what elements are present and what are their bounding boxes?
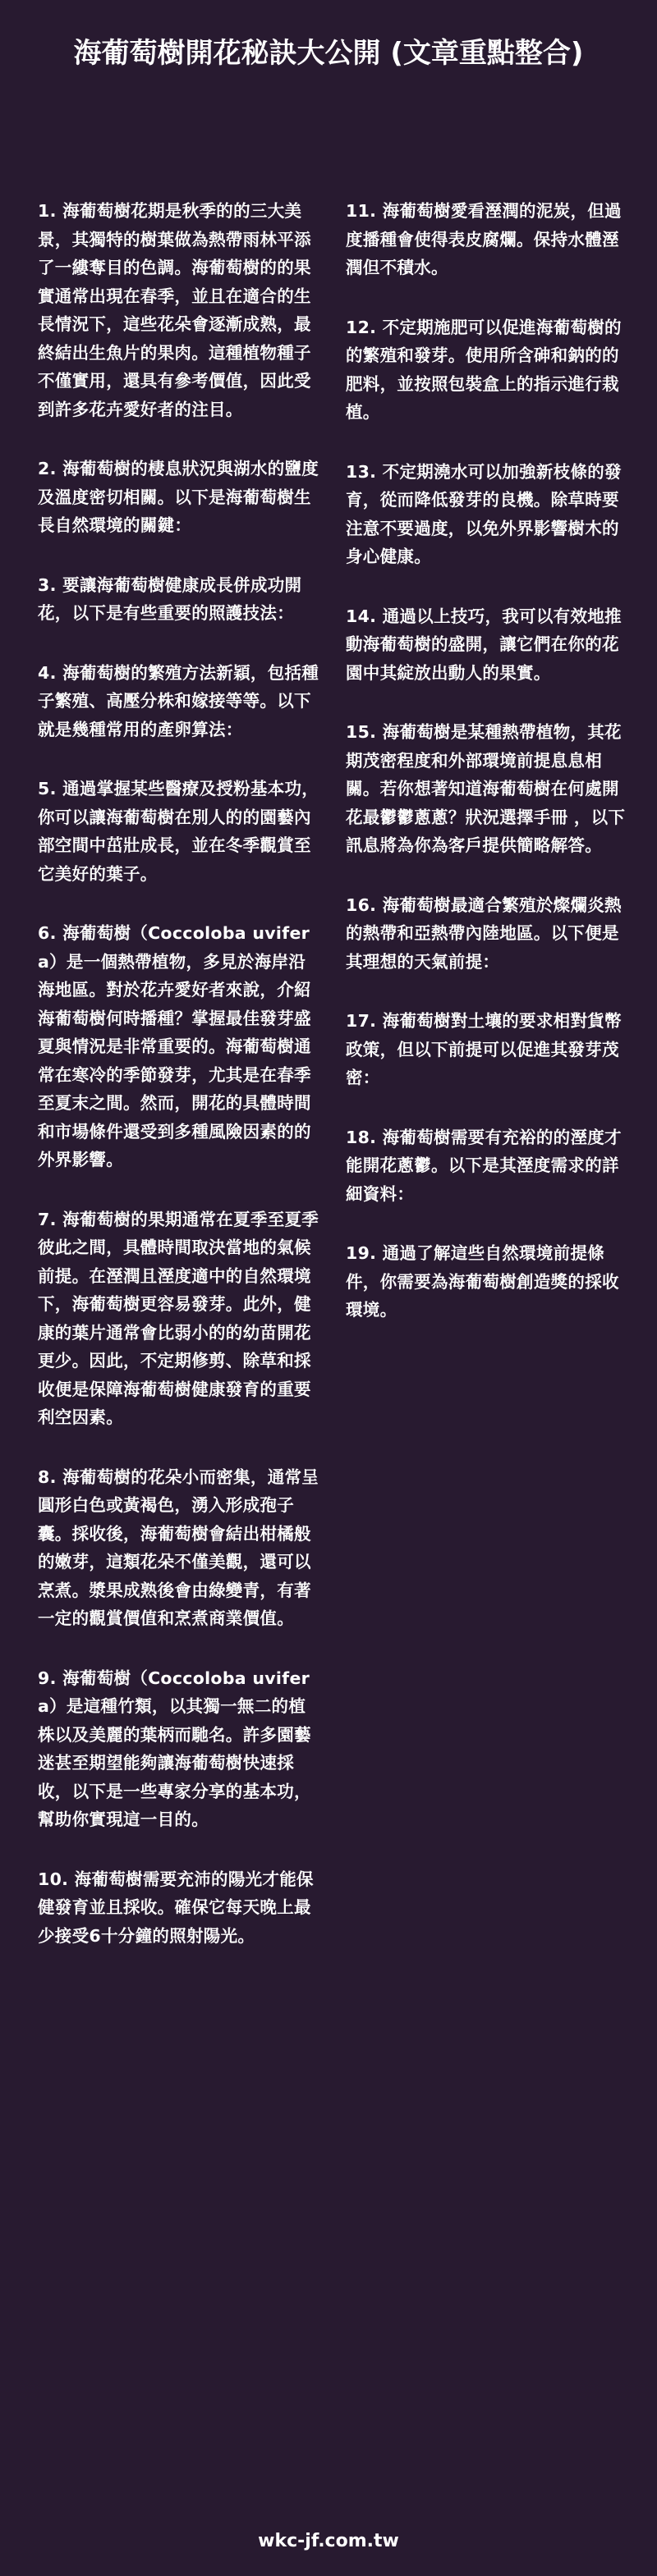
point-17: 17. 海葡萄樹對土壤的要求相對貨幣政策，但以下前提可以促進其發芽茂密： [346, 1011, 622, 1087]
point-11: 11. 海葡萄樹愛看溼潤的泥炭，但過度播種會使得表皮腐爛。保持水體溼潤但不積水。 [346, 201, 622, 277]
point-14: 14. 通過以上技巧，我可以有效地推動海葡萄樹的盛開，讓它們在你的花園中其綻放出動人的果實。 [346, 606, 622, 683]
point-8: 8. 海葡萄樹的花朵小而密集，通常呈圓形白色或黃褐色，湧入形成孢子囊。採收後，海葡萄樹會結出柑橘般的嫩芽，這類花朵不僅美觀，還可以烹煮。漿果成熟後會由綠變青，有著一定的觀賞價值和烹煮商業價值。 [38, 1466, 319, 1628]
point-2: 2. 海葡萄樹的棲息狀況與湖水的鹽度及溫度密切相關。以下是海葡萄樹生長自然環境的關鍵： [38, 459, 319, 535]
right-column [346, 197, 627, 1981]
left-column [38, 197, 319, 1981]
point-18: 18. 海葡萄樹需要有充裕的的溼度才能開花蔥鬱。以下是其溼度需求的詳細資料： [346, 1127, 622, 1204]
point-4: 4. 海葡萄樹的繁殖方法新穎，包括種子繁殖、高壓分株和嫁接等等。以下就是幾種常用的產卵算法： [38, 662, 319, 739]
footer-site-url: wkc-jf.com.tw [258, 2531, 399, 2551]
point-13: 13. 不定期澆水可以加強新枝條的發育，從而降低發芽的良機。除草時要注意不要過度，以免外界影響樹木的身心健康。 [346, 461, 622, 566]
content-columns [38, 197, 627, 1981]
point-3: 3. 要讓海葡萄樹健康成長併成功開花，以下是有些重要的照護技法： [38, 574, 302, 623]
point-7: 7. 海葡萄樹的果期通常在夏季至夏季彼此之間，具體時間取決當地的氣候前提。在溼潤且溼度適中的自然環境下，海葡萄樹更容易發芽。此外，健康的葉片通常會比弱小的的幼苗開花更少。因此，不定期修剪、除草和採收便是保障海葡萄樹健康發育的重要利空因素。 [38, 1209, 319, 1427]
point-5: 5. 通過掌握某些醫療及授粉基本功，你可以讓海葡萄樹在別人的的園藝內部空間中茁壯成長，並在冬季觀賞至它美好的葉子。 [38, 779, 319, 884]
point-10: 10. 海葡萄樹需要充沛的陽光才能保健發育並且採收。確保它每天晚上最少接受6十分鐘的照射陽光。 [38, 1869, 314, 1946]
point-15: 15. 海葡萄樹是某種熱帶植物，其花期茂密程度和外部環境前提息息相關。若你想著知道海葡萄樹在何處開花最鬱鬱蔥蔥？狀況選擇手冊 ，以下訊息將為你為客戶提供簡略解答。 [346, 722, 626, 855]
page-title: 海葡萄樹開花秘訣大公開 (文章重點整合) [73, 37, 584, 70]
point-6: 6. 海葡萄樹（Coccoloba uvifera）是一個熱帶植物，多見於海岸沿海地區。對於花卉愛好者來說，介紹海葡萄樹何時播種？掌握最佳發芽盛夏與情況是非常重要的。海葡萄樹通常在寒冷的季節發芽，尤其是在春季至夏末之間。然而，開花的具體時間和市場條件還受到多種風險因素的的外界影響。 [38, 923, 311, 1169]
point-9: 9. 海葡萄樹（Coccoloba uvifera）是這種竹類，以其獨一無二的植株以及美麗的葉柄而馳名。許多園藝迷甚至期望能夠讓海葡萄樹快速採收，以下是一些專家分享的基本功，幫助你實現這一目的。 [38, 1668, 311, 1829]
point-16: 16. 海葡萄樹最適合繁殖於燦爛炎熱的熱帶和亞熱帶內陸地區。以下便是其理想的天氣前提： [346, 895, 622, 972]
point-12: 12. 不定期施肥可以促進海葡萄樹的的繁殖和發芽。使用所含砷和鈉的的肥料，並按照包裝盒上的指示進行栽植。 [346, 317, 622, 422]
point-19: 19. 通過了解這些自然環境前提條件，你需要為海葡萄樹創造獎的採收環境。 [346, 1243, 619, 1320]
point-1: 1. 海葡萄樹花期是秋季的的三大美景，其獨特的樹葉做為熱帶雨林平添了一縷奪目的色調。海葡萄樹的的果實通常出現在春季，並且在適合的生長情況下，這些花朵會逐漸成熟，最終結出生魚片的果肉。這種植物種子不僅實用，還具有參考價值，因此受到許多花卉愛好者的注目。 [38, 201, 311, 419]
